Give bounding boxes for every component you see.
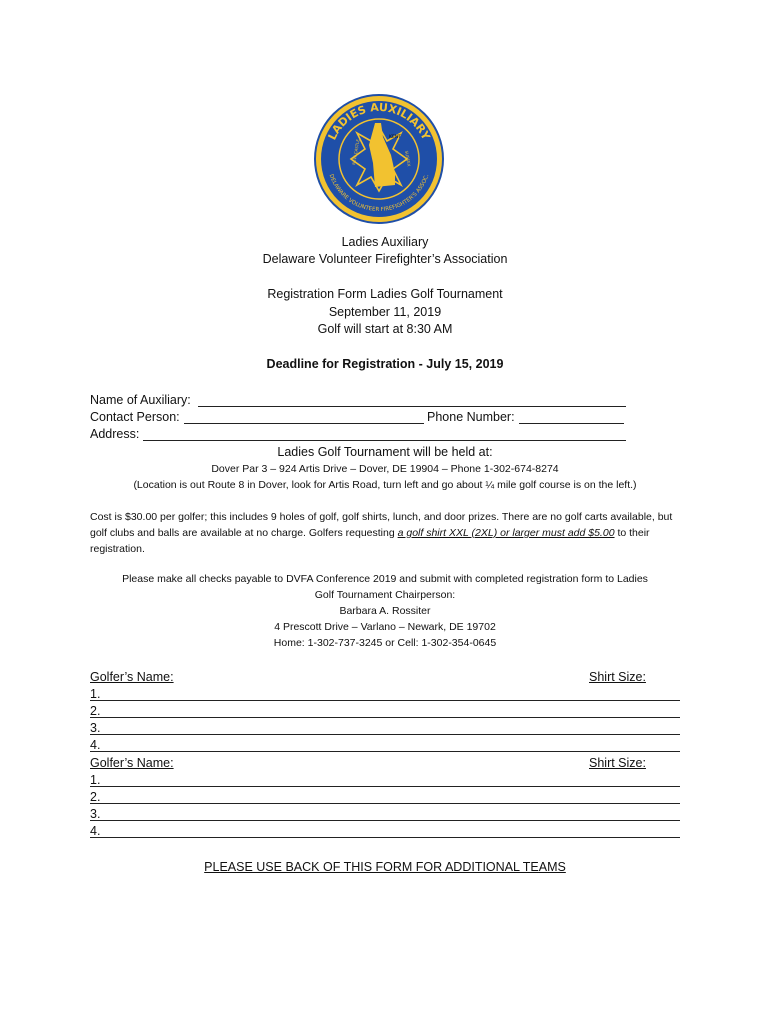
additional-teams-note: PLEASE USE BACK OF THIS FORM FOR ADDITIONAL TEAMS bbox=[204, 860, 566, 874]
cost-paragraph bbox=[90, 509, 680, 557]
logo-county-kent: KENT bbox=[389, 135, 401, 140]
golfer-entry-line[interactable] bbox=[90, 700, 680, 701]
chairperson-phones: Home: 1-302-737-3245 or Cell: 1-302-354-0645 bbox=[273, 637, 497, 649]
cost-text-end: to their registration. bbox=[90, 527, 650, 555]
phone-number-field[interactable] bbox=[519, 423, 624, 424]
golfer-row-number: 3. bbox=[90, 721, 101, 735]
shirt-size-header: Shirt Size: bbox=[589, 756, 646, 770]
logo-county-sussex: SUSSEX bbox=[404, 150, 412, 167]
golfer-name-header: Golfer’s Name: bbox=[90, 670, 174, 684]
address-field[interactable] bbox=[143, 440, 626, 441]
payment-instructions: Please make all checks payable to DVFA Conference 2019 and submit with completed registration form to Ladies bbox=[122, 573, 648, 585]
golfer-entry-line[interactable] bbox=[90, 786, 680, 787]
golfer-entry-line[interactable] bbox=[90, 837, 680, 838]
golfer-row-number: 2. bbox=[90, 704, 101, 718]
golfer-row-number: 2. bbox=[90, 790, 101, 804]
golfer-row-number: 1. bbox=[90, 687, 101, 701]
golfer-name-header: Golfer’s Name: bbox=[90, 756, 174, 770]
start-time: Golf will start at 8:30 AM bbox=[317, 322, 453, 336]
payment-instructions-cont: Golf Tournament Chairperson: bbox=[314, 589, 456, 601]
contact-person-label: Contact Person: bbox=[90, 410, 180, 424]
cost-text: Cost is $30.00 per golfer; this includes 9 holes of golf, golf shirts, lunch, and door prizes. There are no golf carts available, but golf clubs and balls are available at no charge. Golfers requesting bbox=[90, 511, 673, 539]
golfer-row-number: 3. bbox=[90, 807, 101, 821]
golfer-entry-line[interactable] bbox=[90, 803, 680, 804]
golfer-entry-line[interactable] bbox=[90, 734, 680, 735]
auxiliary-name-field[interactable] bbox=[198, 406, 626, 407]
golfer-row-number: 4. bbox=[90, 738, 101, 752]
location-directions: (Location is out Route 8 in Dover, look for Artis Road, turn left and go about ¼ mile golf course is on the left.) bbox=[133, 479, 637, 491]
auxiliary-logo bbox=[313, 93, 445, 225]
org-full-name: Delaware Volunteer Firefighter’s Association bbox=[262, 252, 508, 266]
chairperson-address: 4 Prescott Drive – Varlano – Newark, DE 19702 bbox=[274, 621, 496, 633]
golfer-row-number: 4. bbox=[90, 824, 101, 838]
auxiliary-name-label: Name of Auxiliary: bbox=[90, 393, 191, 407]
event-date: September 11, 2019 bbox=[328, 305, 442, 319]
location-address: Dover Par 3 – 924 Artis Drive – Dover, DE 19904 – Phone 1-302-674-8274 bbox=[211, 463, 559, 475]
logo-county-ncc: NEW CASTLE bbox=[351, 138, 361, 166]
golfer-entry-line[interactable] bbox=[90, 820, 680, 821]
logo-bottom-text: DELAWARE VOLUNTEER FIREFIGHTER'S ASSOC. bbox=[327, 173, 431, 214]
contact-person-field[interactable] bbox=[184, 423, 424, 424]
golfer-entry-line[interactable] bbox=[90, 751, 680, 752]
org-name: Ladies Auxiliary bbox=[341, 235, 429, 249]
cost-emphasis: a golf shirt XXL (2XL) or larger must add $5.00 bbox=[397, 527, 615, 539]
phone-number-label: Phone Number: bbox=[427, 410, 515, 424]
shirt-size-header: Shirt Size: bbox=[589, 670, 646, 684]
registration-deadline: Deadline for Registration - July 15, 2019 bbox=[266, 357, 504, 371]
chairperson-name: Barbara A. Rossiter bbox=[339, 605, 431, 617]
golfer-entry-line[interactable] bbox=[90, 717, 680, 718]
form-title: Registration Form Ladies Golf Tournament bbox=[267, 287, 503, 301]
location-heading: Ladies Golf Tournament will be held at: bbox=[277, 445, 493, 459]
logo-top-text: LADIES AUXILIARY bbox=[325, 100, 433, 143]
address-label: Address: bbox=[90, 427, 140, 441]
golfer-row-number: 1. bbox=[90, 773, 101, 787]
